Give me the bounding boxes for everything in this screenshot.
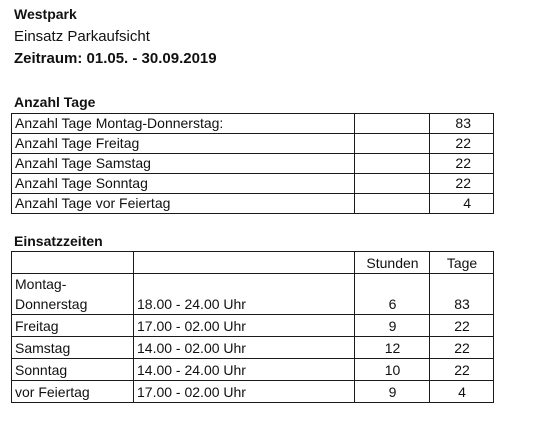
row-label: Anzahl Tage vor Feiertag bbox=[12, 194, 355, 214]
park-title: Westpark bbox=[14, 6, 77, 22]
days-cell: 22 bbox=[430, 359, 494, 381]
hours-cell: 9 bbox=[355, 315, 430, 337]
time-cell: 14.00 - 24.00 Uhr bbox=[134, 359, 355, 381]
empty-cell bbox=[134, 252, 355, 274]
table-row bbox=[12, 359, 494, 381]
time-cell: 17.00 - 02.00 Uhr bbox=[134, 315, 355, 337]
empty-cell bbox=[355, 134, 430, 154]
table-row bbox=[12, 315, 494, 337]
empty-cell bbox=[355, 154, 430, 174]
days-table bbox=[11, 113, 494, 214]
table-row bbox=[12, 174, 494, 194]
hours-cell: 12 bbox=[355, 337, 430, 359]
table-row bbox=[12, 134, 494, 154]
table-row bbox=[12, 114, 494, 134]
table-row bbox=[12, 337, 494, 359]
hours-cell: 10 bbox=[355, 359, 430, 381]
row-value: 4 bbox=[430, 194, 494, 214]
days-cell: 22 bbox=[430, 315, 494, 337]
row-value: 22 bbox=[430, 154, 494, 174]
empty-cell bbox=[355, 194, 430, 214]
day-line-2: Donnerstag bbox=[15, 296, 88, 312]
time-cell: 18.00 - 24.00 Uhr bbox=[134, 274, 355, 315]
period-label: Zeitraum: 01.05. - 30.09.2019 bbox=[14, 50, 217, 67]
table-row bbox=[12, 194, 494, 214]
row-label: Anzahl Tage Montag-Donnerstag: bbox=[12, 114, 355, 134]
row-label: Anzahl Tage Samstag bbox=[12, 154, 355, 174]
times-table bbox=[11, 251, 494, 403]
day-cell: Samstag bbox=[12, 337, 134, 359]
empty-cell bbox=[355, 174, 430, 194]
section-title-times: Einsatzzeiten bbox=[14, 233, 103, 249]
time-cell: 17.00 - 02.00 Uhr bbox=[134, 381, 355, 403]
section-title-days: Anzahl Tage bbox=[14, 94, 96, 110]
table-row bbox=[12, 274, 494, 315]
table-row bbox=[12, 381, 494, 403]
table-row bbox=[12, 154, 494, 174]
empty-cell bbox=[355, 114, 430, 134]
day-cell bbox=[12, 274, 134, 315]
hours-cell: 6 bbox=[355, 274, 430, 315]
day-line-1: Montag- bbox=[15, 276, 67, 292]
days-cell: 83 bbox=[430, 274, 494, 315]
row-label: Anzahl Tage Sonntag bbox=[12, 174, 355, 194]
row-value: 22 bbox=[430, 134, 494, 154]
empty-cell bbox=[12, 252, 134, 274]
days-cell: 22 bbox=[430, 337, 494, 359]
row-value: 22 bbox=[430, 174, 494, 194]
hours-header: Stunden bbox=[355, 252, 430, 274]
time-cell: 14.00 - 02.00 Uhr bbox=[134, 337, 355, 359]
hours-cell: 9 bbox=[355, 381, 430, 403]
table-header-row bbox=[12, 252, 494, 274]
row-value: 83 bbox=[430, 114, 494, 134]
day-cell: Freitag bbox=[12, 315, 134, 337]
document-subtitle: Einsatz Parkaufsicht bbox=[14, 28, 150, 45]
day-cell: Sonntag bbox=[12, 359, 134, 381]
days-header: Tage bbox=[430, 252, 494, 274]
row-label: Anzahl Tage Freitag bbox=[12, 134, 355, 154]
day-cell: vor Feiertag bbox=[12, 381, 134, 403]
days-cell: 4 bbox=[430, 381, 494, 403]
